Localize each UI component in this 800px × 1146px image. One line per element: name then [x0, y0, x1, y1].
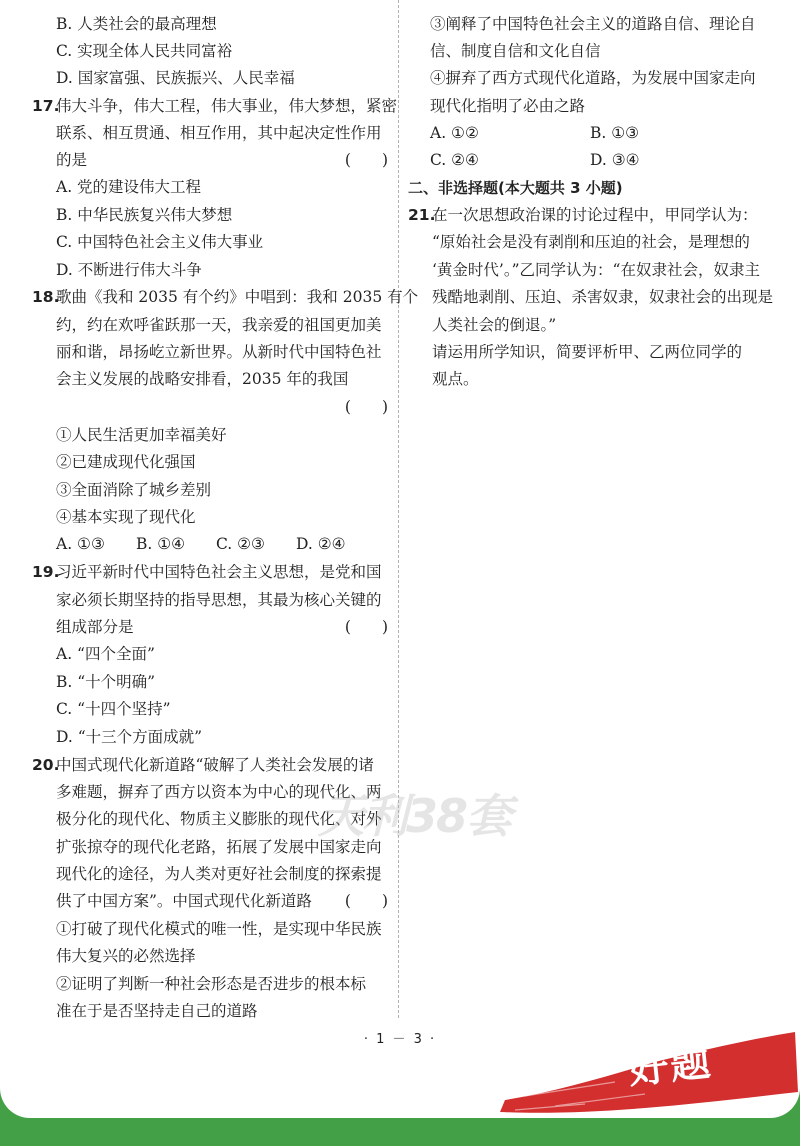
q18-stem-line: 会主义发展的战略安排看，2035 年的我国 — [56, 370, 349, 388]
q18-item: ②已建成现代化强国 — [56, 453, 196, 471]
q19-option-c: C. “十四个坚持” — [56, 700, 171, 718]
q20-item: 现代化指明了必由之路 — [430, 97, 586, 115]
stamp-label: 好题 — [626, 1038, 715, 1094]
q20-stem-line: 极分化的现代化、物质主义膨胀的现代化、对外 — [56, 810, 382, 828]
q20-option-a: A. ①② — [430, 124, 479, 142]
q16-option-c: C. 实现全体人民共同富裕 — [56, 42, 233, 60]
q18-stem-line: 丽和谐，昂扬屹立新世界。从新时代中国特色社 — [56, 343, 382, 361]
q20-answer-blank: ( ) — [344, 892, 388, 910]
q19-answer-blank: ( ) — [344, 618, 388, 636]
q20-option-b: B. ①③ — [590, 124, 640, 142]
q20-item: 信、制度自信和文化自信 — [430, 42, 601, 60]
q20-stem-line: 供了中国方案”。中国式现代化新道路 — [56, 892, 312, 910]
q21-stem-line: 在一次思想政治课的讨论过程中，甲同学认为： — [432, 206, 758, 224]
q20-item: ②证明了判断一种社会形态是否进步的根本标 — [56, 975, 367, 993]
q21-stem-line: 人类社会的倒退。” — [432, 316, 557, 334]
q17-option-b: B. 中华民族复兴伟大梦想 — [56, 206, 233, 224]
publisher-watermark: 天利38套 — [318, 789, 511, 843]
q21-stem-line: 残酷地剥削、压迫、杀害奴隶，奴隶社会的出现是 — [432, 288, 774, 306]
q17-stem-line: 伟大斗争，伟大工程，伟大事业，伟大梦想，紧密 — [56, 97, 398, 115]
q19-number: 19. — [32, 563, 60, 581]
q18-stem-line: 约，约在欢呼雀跃那一天，我亲爱的祖国更加美 — [56, 316, 382, 334]
q17-answer-blank: ( ) — [344, 151, 388, 169]
q19-option-a: A. “四个全面” — [56, 645, 155, 663]
q21-prompt-line: 观点。 — [432, 370, 479, 388]
q20-item: ③阐释了中国特色社会主义的道路自信、理论自 — [430, 15, 756, 33]
q19-option-d: D. “十三个方面成就” — [56, 728, 203, 746]
q17-option-d: D. 不断进行伟大斗争 — [56, 261, 202, 279]
page-number: · 1 － 3 · — [363, 1032, 437, 1047]
q18-option-c: C. ②③ — [216, 535, 265, 553]
q18-item: ①人民生活更加幸福美好 — [56, 426, 227, 444]
q20-stem-line: 多难题，摒弃了西方以资本为中心的现代化、两 — [56, 783, 382, 801]
q21-number: 21. — [408, 206, 436, 224]
q16-option-b: B. 人类社会的最高理想 — [56, 15, 217, 33]
q17-stem-line: 联系、相互贯通、相互作用，其中起决定性作用 — [56, 124, 382, 142]
q16-option-d: D. 国家富强、民族振兴、人民幸福 — [56, 69, 295, 87]
q18-number: 18. — [32, 288, 60, 306]
q18-option-d: D. ②④ — [296, 535, 346, 553]
q19-stem-line: 习近平新时代中国特色社会主义思想，是党和国 — [56, 563, 382, 581]
q18-option-a: A. ①③ — [56, 535, 105, 553]
q18-answer-blank: ( ) — [344, 398, 388, 416]
q18-option-b: B. ①④ — [136, 535, 186, 553]
q20-item: ④摒弃了西方式现代化道路，为发展中国家走向 — [430, 69, 756, 87]
q21-stem-line: ‘黄金时代’。”乙同学认为：“在奴隶社会，奴隶主 — [432, 261, 760, 279]
q17-stem-line: 的是 — [56, 151, 88, 169]
q17-number: 17. — [32, 97, 60, 115]
q20-option-d: D. ③④ — [590, 151, 640, 169]
q18-item: ④基本实现了现代化 — [56, 508, 196, 526]
q20-stem-line: 中国式现代化新道路“破解了人类社会发展的诸 — [56, 756, 374, 774]
q20-item: ①打破了现代化模式的唯一性，是实现中华民族 — [56, 920, 382, 938]
q20-stem-line: 现代化的途径，为人类对更好社会制度的探索提 — [56, 865, 382, 883]
q18-item: ③全面消除了城乡差别 — [56, 481, 212, 499]
q20-option-c: C. ②④ — [430, 151, 479, 169]
column-divider — [398, 0, 399, 1018]
q17-option-a: A. 党的建设伟大工程 — [56, 178, 202, 196]
q20-item: 伟大复兴的必然选择 — [56, 947, 196, 965]
q21-stem-line: “原始社会是没有剥削和压迫的社会，是理想的 — [432, 233, 750, 251]
q18-stem-line: 歌曲《我和 2035 有个约》中唱到：我和 2035 有个 — [56, 288, 419, 306]
q20-stem-line: 扩张掠夺的现代化老路，拓展了发展中国家走向 — [56, 838, 382, 856]
q20-item: 准在于是否坚持走自己的道路 — [56, 1002, 258, 1020]
q19-stem-line: 家必须长期坚持的指导思想，其最为核心关键的 — [56, 591, 382, 609]
q17-option-c: C. 中国特色社会主义伟大事业 — [56, 233, 264, 251]
q20-number: 20. — [32, 756, 60, 774]
q19-stem-line: 组成部分是 — [56, 618, 134, 636]
section-title: 二、非选择题(本大题共 3 小题) — [408, 179, 623, 197]
q21-prompt-line: 请运用所学知识，简要评析甲、乙两位同学的 — [432, 343, 743, 361]
q19-option-b: B. “十个明确” — [56, 673, 156, 691]
